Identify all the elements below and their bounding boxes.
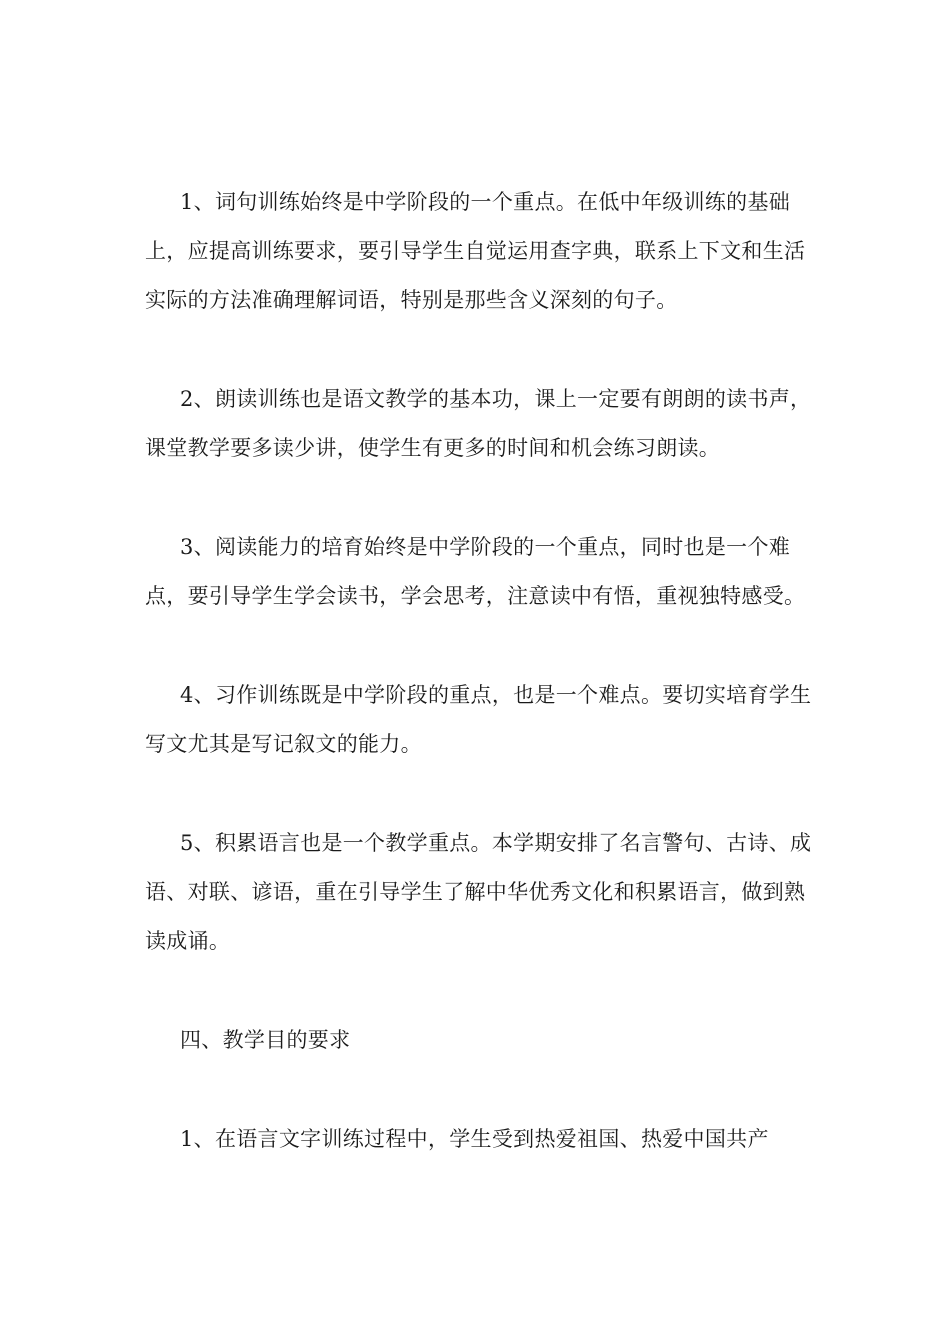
paragraph-gap (145, 473, 815, 523)
paragraph-1: 1、词句训练始终是中学阶段的一个重点。在低中年级训练的基础上，应提高训练要求，要引导学生自觉运用查字典，联系上下文和生活实际的方法准确理解词语，特别是那些含义深刻的句子。 (145, 190, 806, 312)
paragraph-3: 3、阅读能力的培育始终是中学阶段的一个重点，同时也是一个难点，要引导学生学会读书，学会思考，注意读中有悟，重视独特感受。 (145, 535, 806, 608)
paragraph-gap (145, 966, 815, 1016)
paragraph-gap (145, 621, 815, 671)
paragraph-gap (145, 1065, 815, 1115)
paragraph-4: 4、习作训练既是中学阶段的重点，也是一个难点。要切实培育学生写文尤其是写记叙文的能力。 (145, 683, 812, 756)
section-heading: 四、教学目的要求 (180, 1028, 351, 1052)
paragraph-6: 1、在语言文字训练过程中，学生受到热爱祖国、热爱中国共产 (180, 1127, 769, 1151)
paragraph-gap (145, 769, 815, 819)
paragraph-2: 2、朗读训练也是语文教学的基本功，课上一定要有朗朗的读书声，课堂教学要多读少讲，使学生有更多的时间和机会练习朗读。 (145, 387, 812, 460)
document-body (145, 178, 815, 1164)
paragraph-gap (145, 325, 815, 375)
paragraph-5: 5、积累语言也是一个教学重点。本学期安排了名言警句、古诗、成语、对联、谚语，重在引导学生了解中华优秀文化和积累语言，做到熟读成诵。 (145, 831, 812, 953)
